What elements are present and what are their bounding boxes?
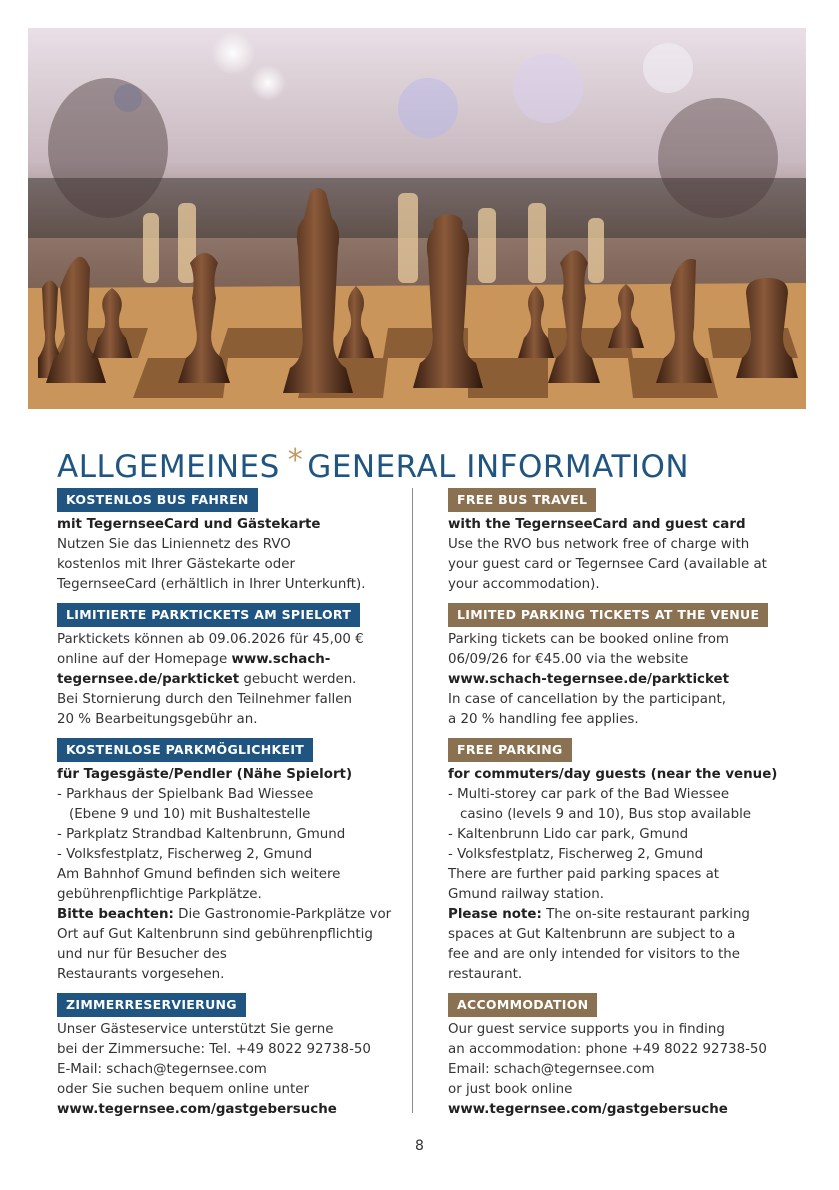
parkticket-link[interactable]: www.schach-tegernsee.de/parkticket xyxy=(448,672,729,687)
text-line: or just book online xyxy=(448,1082,573,1097)
text-line: There are further paid parking spaces at xyxy=(448,867,720,882)
list-item: - Multi-storey car park of the Bad Wiessee xyxy=(448,787,730,802)
list-item: casino (levels 9 and 10), Bus stop available xyxy=(460,807,752,822)
text-line: 06/09/26 for €45.00 via the website xyxy=(448,652,689,667)
text-line: The on-site restaurant parking xyxy=(541,907,750,922)
text-line: restaurant. xyxy=(448,967,523,982)
text-line: Nutzen Sie das Liniennetz des RVO xyxy=(57,537,291,552)
text-line: an accommodation: phone +49 8022 92738-50 xyxy=(448,1042,767,1057)
text-line: your accommodation). xyxy=(448,577,600,592)
star-icon: * xyxy=(287,442,304,478)
text-line: oder Sie suchen bequem online unter xyxy=(57,1082,310,1097)
text-line: your guest card or Tegernsee Card (available at xyxy=(448,557,767,572)
section-free-parking-en xyxy=(448,738,798,985)
text-line: online auf der Homepage xyxy=(57,652,232,667)
section-label: KOSTENLOS BUS FAHREN xyxy=(57,488,258,512)
column-divider xyxy=(412,488,413,1113)
text-line: und nur für Besucher des xyxy=(57,947,227,962)
parkticket-link[interactable]: tegernsee.de/parkticket xyxy=(57,672,240,687)
section-label: FREE BUS TRAVEL xyxy=(448,488,596,512)
section-rooms-en xyxy=(448,993,798,1120)
section-label: FREE PARKING xyxy=(448,738,572,762)
text-line: TegernseeCard (erhältlich in Ihrer Unterkunft). xyxy=(57,577,366,592)
text-line: fee and are only intended for visitors to the xyxy=(448,947,740,962)
section-label: KOSTENLOSE PARKMÖGLICHKEIT xyxy=(57,738,313,762)
text-line: Bei Stornierung durch den Teilnehmer fallen xyxy=(57,692,353,707)
text-line: spaces at Gut Kaltenbrunn are subject to a xyxy=(448,927,736,942)
list-item: - Volksfestplatz, Fischerweg 2, Gmund xyxy=(57,847,313,862)
section-label: LIMITIERTE PARKTICKETS AM SPIELORT xyxy=(57,603,360,627)
section-bus-de xyxy=(57,488,407,595)
section-label: ACCOMMODATION xyxy=(448,993,597,1017)
text-line: Die Gastronomie-Parkplätze vor xyxy=(173,907,392,922)
text-line: Ort auf Gut Kaltenbrunn sind gebührenpflichtig xyxy=(57,927,373,942)
section-free-parking-de xyxy=(57,738,407,985)
text-line: Parking tickets can be booked online from xyxy=(448,632,729,647)
english-column xyxy=(448,488,798,1128)
section-rooms-de xyxy=(57,993,407,1120)
heading-german: ALLGEMEINES xyxy=(57,448,280,485)
note-label: Please note: xyxy=(448,907,542,922)
section-parking-tickets-de xyxy=(57,603,407,730)
text-line: a 20 % handling fee applies. xyxy=(448,712,639,727)
german-column xyxy=(57,488,407,1128)
page-number: 8 xyxy=(415,1138,424,1154)
booking-link[interactable]: www.tegernsee.com/gastgebersuche xyxy=(57,1102,337,1117)
text-line: E-Mail: schach@tegernsee.com xyxy=(57,1062,267,1077)
section-subtitle: for commuters/day guests (near the venue) xyxy=(448,767,778,782)
text-line: 20 % Bearbeitungsgebühr an. xyxy=(57,712,258,727)
text-line: Am Bahnhof Gmund befinden sich weitere xyxy=(57,867,341,882)
text-line: In case of cancellation by the participant, xyxy=(448,692,726,707)
text-line: Email: schach@tegernsee.com xyxy=(448,1062,655,1077)
section-subtitle: mit TegernseeCard und Gästekarte xyxy=(57,517,321,532)
text-line: Gmund railway station. xyxy=(448,887,604,902)
section-bus-en xyxy=(448,488,798,595)
text-line: gebucht werden. xyxy=(239,672,357,687)
section-subtitle: with the TegernseeCard and guest card xyxy=(448,517,746,532)
list-item: (Ebene 9 und 10) mit Bushaltestelle xyxy=(69,807,311,822)
list-item: - Volksfestplatz, Fischerweg 2, Gmund xyxy=(448,847,704,862)
section-subtitle: für Tagesgäste/Pendler (Nähe Spielort) xyxy=(57,767,353,782)
text-line: kostenlos mit Ihrer Gästekarte oder xyxy=(57,557,295,572)
text-line: Our guest service supports you in finding xyxy=(448,1022,725,1037)
text-line: Restaurants vorgesehen. xyxy=(57,967,225,982)
list-item: - Parkhaus der Spielbank Bad Wiessee xyxy=(57,787,314,802)
text-line: Unser Gästeservice unterstützt Sie gerne xyxy=(57,1022,334,1037)
text-line: gebührenpflichtige Parkplätze. xyxy=(57,887,262,902)
heading-english: GENERAL INFORMATION xyxy=(307,448,690,485)
text-line: bei der Zimmersuche: Tel. +49 8022 92738-50 xyxy=(57,1042,371,1057)
list-item: - Parkplatz Strandbad Kaltenbrunn, Gmund xyxy=(57,827,346,842)
list-item: - Kaltenbrunn Lido car park, Gmund xyxy=(448,827,689,842)
section-label: LIMITED PARKING TICKETS AT THE VENUE xyxy=(448,603,768,627)
text-line: Parktickets können ab 09.06.2026 für 45,00 € xyxy=(57,632,364,647)
chess-photo xyxy=(28,28,806,409)
page-title xyxy=(57,442,690,485)
booking-link[interactable]: www.tegernsee.com/gastgebersuche xyxy=(448,1102,728,1117)
section-parking-tickets-en xyxy=(448,603,798,730)
section-label: ZIMMERRESERVIERUNG xyxy=(57,993,246,1017)
note-label: Bitte beachten: xyxy=(57,907,174,922)
text-line: Use the RVO bus network free of charge with xyxy=(448,537,750,552)
parkticket-link[interactable]: www.schach- xyxy=(231,652,331,667)
